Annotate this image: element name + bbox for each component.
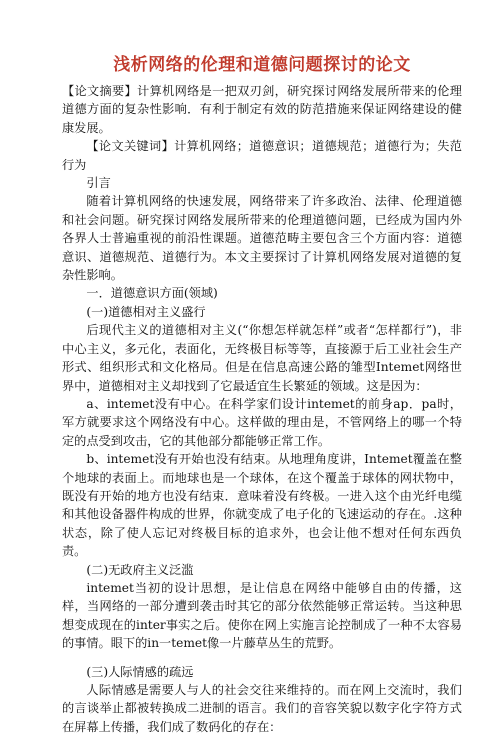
- abstract-paragraph: 【论文摘要】计算机网络是一把双刃剑，研究探讨网络发展所带来的伦理道德方面的复杂性影响．有利于制定有效的防范措施来保证网络建设的健康发展。: [62, 84, 462, 135]
- item-b-paragraph: b、intemet没有开始也没有结束。从地理角度讲，Intemet覆盖在整个地球的表面上。而地球也是一个球体，在这个覆盖于球体的网状物中，既没有开始的地方也没有结束．意味着没有终极。一进入这个由光纤电缆和其他设备器件构成的世界，你就变成了电子化的飞速运动的存在。.这种状态，除了使人忘记对终极目标的追求外，也会让他不想对任何东西负责。: [62, 452, 462, 559]
- subsection-3-heading: (三)人际情感的疏远: [86, 664, 194, 679]
- subsection-1-paragraph: 后现代主义的道德相对主义(“你想怎样就怎样”或者“怎样都行”)，非中心主义，多元化，表面化，无终极目标等等，直接源于后工业社会生产形式、组织形式和文化格局。但是在信息高速公路的雏型Intemet网络世界中，道德相对主义却找到了它最适宜生长繁延的领域。这是因为：: [62, 323, 462, 393]
- intro-heading: 引言: [86, 176, 111, 191]
- document-title: 浅析网络的伦理和道德问题探讨的论文: [113, 55, 411, 75]
- subsection-2-paragraph: intemet当初的设计思想，是让信息在网络中能够自由的传播，这样，当网络的一部分遭到袭击时其它的部分依然能够正常运转。当这种思想变成现在的inter事实之后。使你在网上实施言论控制成了一种不太容易的事情。眼下的in一temet像一片藤草丛生的荒野。: [62, 580, 462, 651]
- paragraph-gap: [62, 653, 462, 663]
- subsection-2-heading: (二)无政府主义泛滥: [86, 562, 194, 577]
- keywords-paragraph: 【论文关键词】计算机网络；道德意识；道德规范；道德行为；失范行为: [62, 139, 462, 172]
- section-1-heading: 一．道德意识方面(领域): [86, 286, 218, 301]
- item-a-paragraph: a、intemet没有中心。在科学家们设计intemet的前身ap．pa时，军方就要求这个网络没有中心。这样做的理由是，不管网络上的哪一个特定的点受到攻击，它的其他部分都能够正常工作。: [62, 396, 462, 448]
- subsection-3-paragraph: 人际情感是需要人与人的社会交往来维持的。而在网上交流时，我们的言谈举止都被转换成二进制的语言。我们的音容笑貌以数字化字符方式在屏幕上传播，我们成了数码化的存在：: [62, 683, 462, 734]
- subsection-1-heading: (一)道德相对主义盛行: [86, 304, 206, 319]
- intro-paragraph: 随着计算机网络的快速发展，网络带来了许多政治、法律、伦理道德和社会问题。研究探讨网络发展所带来的伦理道德问题，已经成为国内外各界人士普遍重视的前沿性课题。道德范畴主要包含三个方面内容：道德意识、道德规范、道德行为。本文主要探讨了计算机网络发展对道德的复杂性影响。: [62, 194, 462, 283]
